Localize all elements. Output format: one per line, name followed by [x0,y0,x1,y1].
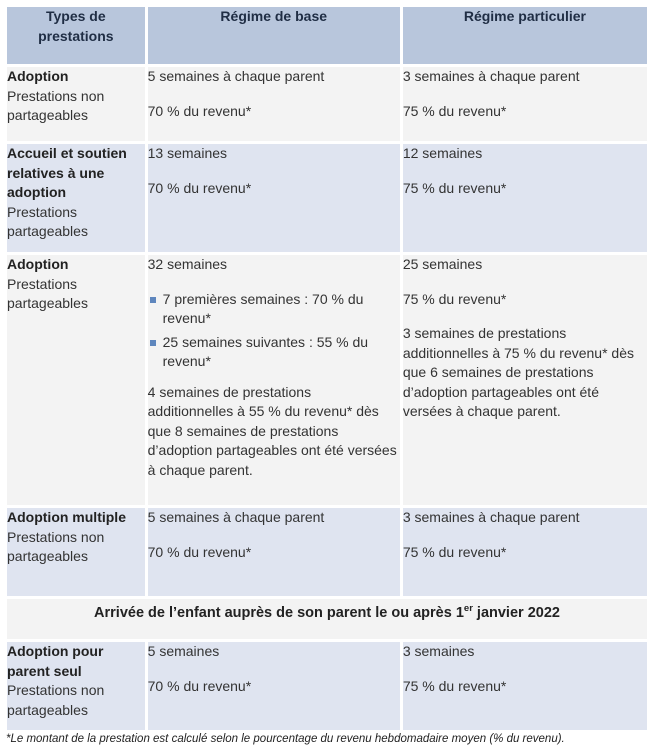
duration-text: 13 semaines [147,145,228,161]
rate-text: 75 % du revenu* [402,179,507,196]
benefit-type-cell [7,642,145,730]
duration-text: 3 semaines à chaque parent [402,509,580,525]
rate-text: 75 % du revenu* [402,290,507,307]
rate-text: 75 % du revenu* [402,102,507,119]
duration-text: 25 semaines [402,256,483,272]
benefit-type-cell [7,255,145,505]
rate-text: 70 % du revenu* [147,543,252,560]
rate-text: 75 % du revenu* [402,677,507,694]
benefit-type-title: Adoption pour parent seul [7,643,104,679]
footnote: *Le montant de la prestation est calculé selon le pourcentage du revenu hebdomadaire moyen (% du revenu). [6,733,565,745]
banner-text-after: janvier 2022 [472,604,560,621]
special-regime-cell [403,642,647,730]
banner-row [7,599,647,639]
duration-text: 5 semaines [147,643,220,659]
list-item: 25 semaines suivantes : 55 % du revenu* [150,333,400,372]
duration-text: 5 semaines à chaque parent [147,68,325,84]
header-special-regime: Régime particulier [403,7,647,64]
benefits-table [4,4,650,733]
rate-text: 75 % du revenu* [402,543,507,560]
base-regime-cell [148,642,400,730]
header-base-regime: Régime de base [148,7,400,64]
banner-superscript: er [463,603,473,614]
duration-text: 3 semaines [402,643,475,659]
rate-text: 70 % du revenu* [147,179,252,196]
benefit-type-title: Adoption [7,68,69,84]
list-item: 7 premières semaines : 70 % du revenu* [150,290,400,329]
duration-text: 32 semaines [147,256,228,272]
benefit-type-title: Accueil et soutien relatives à une adoption [7,145,127,200]
special-regime-cell [403,255,647,505]
base-regime-cell [148,144,400,252]
benefit-type-subtitle: Prestations non partageables [7,87,105,123]
base-regime-cell [148,67,400,141]
special-regime-cell [403,67,647,141]
rate-breakdown-list [148,290,400,372]
special-regime-cell [403,144,647,252]
base-regime-cell [148,508,400,596]
base-regime-cell [148,255,400,505]
rate-text: 70 % du revenu* [147,102,252,119]
benefit-type-subtitle: Prestations non partageables [7,682,105,718]
arrival-date-banner [7,599,647,639]
benefit-type-subtitle: Prestations non partageables [7,528,105,564]
table-row [7,255,647,505]
benefit-type-title: Adoption [7,256,69,272]
benefit-type-cell [7,508,145,596]
additional-benefits-note: 3 semaines de prestations additionnelles à 75 % du revenu* dès que 6 semaines de prestations d’adoption partageables ont été versées à chaque parent. [402,325,634,419]
table-row [7,67,647,141]
rate-text: 70 % du revenu* [147,677,252,694]
special-regime-cell [403,508,647,596]
benefit-type-title: Adoption multiple [7,509,126,525]
benefit-type-subtitle: Prestations partageables [7,275,88,311]
benefit-type-subtitle: Prestations partageables [7,203,88,239]
table-row [7,144,647,252]
duration-text: 12 semaines [402,145,483,161]
benefit-type-cell [7,144,145,252]
benefit-type-cell [7,67,145,141]
additional-benefits-note: 4 semaines de prestations additionnelles à 55 % du revenu* dès que 8 semaines de prestations d’adoption partageables ont été versées à chaque parent. [147,383,397,478]
header-row [7,7,647,64]
header-types: Types de prestations [7,7,145,64]
table-row [7,642,647,730]
duration-text: 5 semaines à chaque parent [147,509,325,525]
duration-text: 3 semaines à chaque parent [402,68,580,84]
table-row [7,508,647,596]
banner-text-before: Arrivée de l’enfant auprès de son parent le ou après 1 [94,604,464,621]
